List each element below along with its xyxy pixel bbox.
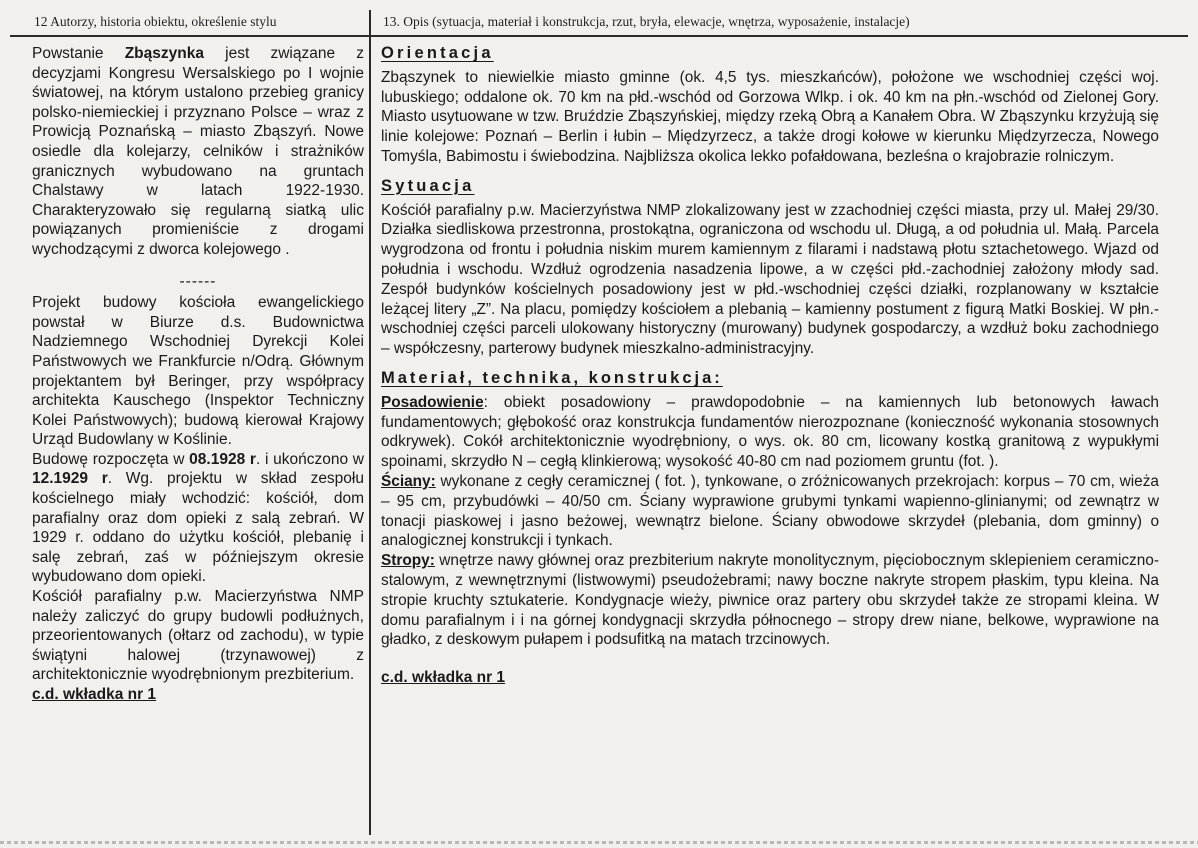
stropy-label: Stropy: (381, 552, 435, 570)
orientacja-text: Zbąszynek to niewielkie miasto gminne (ok. 4,5 tys. mieszkańców), położone we wschodniej części woj. lubuskiego; oddalone ok. 70 km na płd.-wschód od Gorzowa Wlkp. i ok. 40 km na płn.-wschód od Zielonej Gory. Miasto usytuowane w tzw. Bruździe Zbąszyńskiej, między rzeką Obrą a Kanałem Obra. W Zbąszynku krzyżują się linie kolejowe: Poznań – Berlin i łubin – Międzyrzecz, a także drogi kołowe w kierunku Międzyrzecza, Nowego Tomyśla, Babimostu i świebodzina. Najbliższa okolica lekko pofałdowana, bezleśna o krajobrazie rolniczym. (381, 68, 1159, 165)
separator: ------ (179, 272, 217, 290)
header-divider (10, 35, 1188, 37)
scan-edge (0, 841, 1198, 844)
history-paragraph-4: Kościół parafialny p.w. Macierzyństwa NMP należy zaliczyć do grupy budowli podłużnych, przeorientowanych (ołtarz od zachodu), w typie świątyni halowej (trzynawowej) z architektonicznie wyodrębnionym prezbiterium. (32, 588, 364, 684)
sciany-label: Ściany: (381, 472, 436, 490)
material-heading: Materiał, technika, konstrukcja: (381, 368, 723, 387)
left-column (32, 44, 364, 705)
continuation-note-right: c.d. wkładka nr 1 (381, 669, 506, 687)
history-paragraph-2: Projekt budowy kościoła ewangelickiego powstał w Biurze d.s. Budownictwa Nadziemnego Wschodniej Dyrekcji Kolei Państwowych we Frankfurcie n/Odrą. Głównym projektantem był Beringer, przy współpracy architekta Kauschego (Inspektor Techniczny Kolei Państwowych); budową kierował Krajowy Urząd Budowlany w Koślinie. (32, 294, 364, 449)
town-name: Zbąszynka (124, 45, 204, 62)
sciany-paragraph: Ściany: wykonane z cegły ceramicznej ( fot. ), tynkowane, o zróżnicowanych przekrojach: korpus – 70 cm, wieża – 95 cm, przybudówki – 40/50 cm. Ściany wyprawione grubymi tynkami wapienno-glinianymi; od zewnątrz w tonacji piaskowej i jasno beżowej, wewnątrz bielone. Ściany obwodowe skrzydeł (plebania, dom gminny) o analogicznej konstrukcji i tynkach. (381, 472, 1159, 550)
orientacja-heading: Orientacja (381, 44, 494, 62)
continuation-note-left: c.d. wkładka nr 1 (32, 686, 157, 703)
right-column (381, 44, 1159, 688)
sytuacja-heading: Sytuacja (381, 176, 475, 195)
posadowienie-paragraph: Posadowienie: obiekt posadowiony – prawdopodobnie – na kamiennych lub betonowych ławach fundamentowych; głębokość oraz konstrukcja fundamentów nierozpoznane (konieczność wykonania stosownych odkrywek). Cokół architektonicznie wyodrębniony, o wys. ok. 80 cm, licowany kostką granitową z wypukłymi spoinami, skrzydło N – cegłą klinkierową; wysokość 40-80 cm nad poziomem gruntu (fot. ). (381, 393, 1159, 471)
history-paragraph-3: Budowę rozpoczęta w 08.1928 r. i ukończono w 12.1929 r. Wg. projektu w skład zespołu kościelnego miały wchodzić: kościół, dom parafialny oraz dom opieki z salą zebrań. W 1929 r. oddano do użytku kościół, plebanię i salę zebrań, zaś w późniejszym okresie wybudowano dom opieki. (32, 450, 365, 586)
column-divider (369, 10, 371, 835)
posadowienie-label: Posadowienie (381, 393, 484, 411)
left-column-header: 12 Autorzy, historia obiektu, określenie stylu (34, 14, 277, 29)
stropy-paragraph: Stropy: wnętrze nawy głównej oraz prezbiterium nakryte monolitycznym, pięciobocznym sklepieniem ceramiczno-stalowym, z wewnętrznymi (listwowymi) pseudożebrami; nawy boczne nakryte stropem płaskim, typu kleina. Na stropie kruchty sztukaterie. Kondygnacje wieży, piwnice oraz partery obu skrzydeł także ze stropami kleina. W domu parafialnym i i na górnej kondygnacji skrzydła północnego – stropy drew niane, belkowe, wyprawione na gładko, z deskowym pułapem i podsufitką na matach trzcinowych. (381, 552, 1159, 649)
sytuacja-text: Kościół parafialny p.w. Macierzyństwa NMP zlokalizowany jest w zzachodniej części miasta, przy ul. Małej 29/30. Działka siedliskowa przestronna, prostokątna, ograniczona od wschodu ul. Długą, a od południa ul. Małą. Parcela wygrodzona od frontu i południa niskim murem kamiennym z filarami i nadstawą płotu sztachetowego. Wjazd od południa i wschodu. Wzdłuż ogrodzenia nasadzenia lipowe, a w części płd.-zachodniej założony młody sad. Zespół budynków kościelnych posadowiony jest w płd.-wschodniej części działki, rozplanowany w kształcie leżącej litery „Z”. Na placu, pomiędzy kościołem a plebanią – kamienny postument z figurą Matki Boskiej. W płn.-wschodniej części parceli ulokowany historyczny (murowany) budynek gospodarczy, a wzdłuż boku zachodniego – współczesny, parterowy budynek mieszkalno-administracyjny. (381, 201, 1159, 358)
history-paragraph-1: Powstanie Zbąszynka jest związane z decyzjami Kongresu Wersalskiego po I wojnie światowej, na którym ustalono przebieg granicy polsko-niemieckiej i przyznano Polsce – wraz z Prowicją Poznańską – miasto Zbąszyń. Nowe osiedle dla kolejarzy, celników i strażników granicznych wybudowano na gruntach Chalstawy w latach 1922-1930. Charakteryzowało się regularną siatką ulic powiązanych promieniście z drogami wychodzącymi z dworca kolejowego . (32, 45, 364, 258)
right-column-header: 13. Opis (sytuacja, materiał i konstrukcja, rzut, bryła, elewacje, wnętrza, wyposażenie, instalacje) (383, 14, 910, 29)
